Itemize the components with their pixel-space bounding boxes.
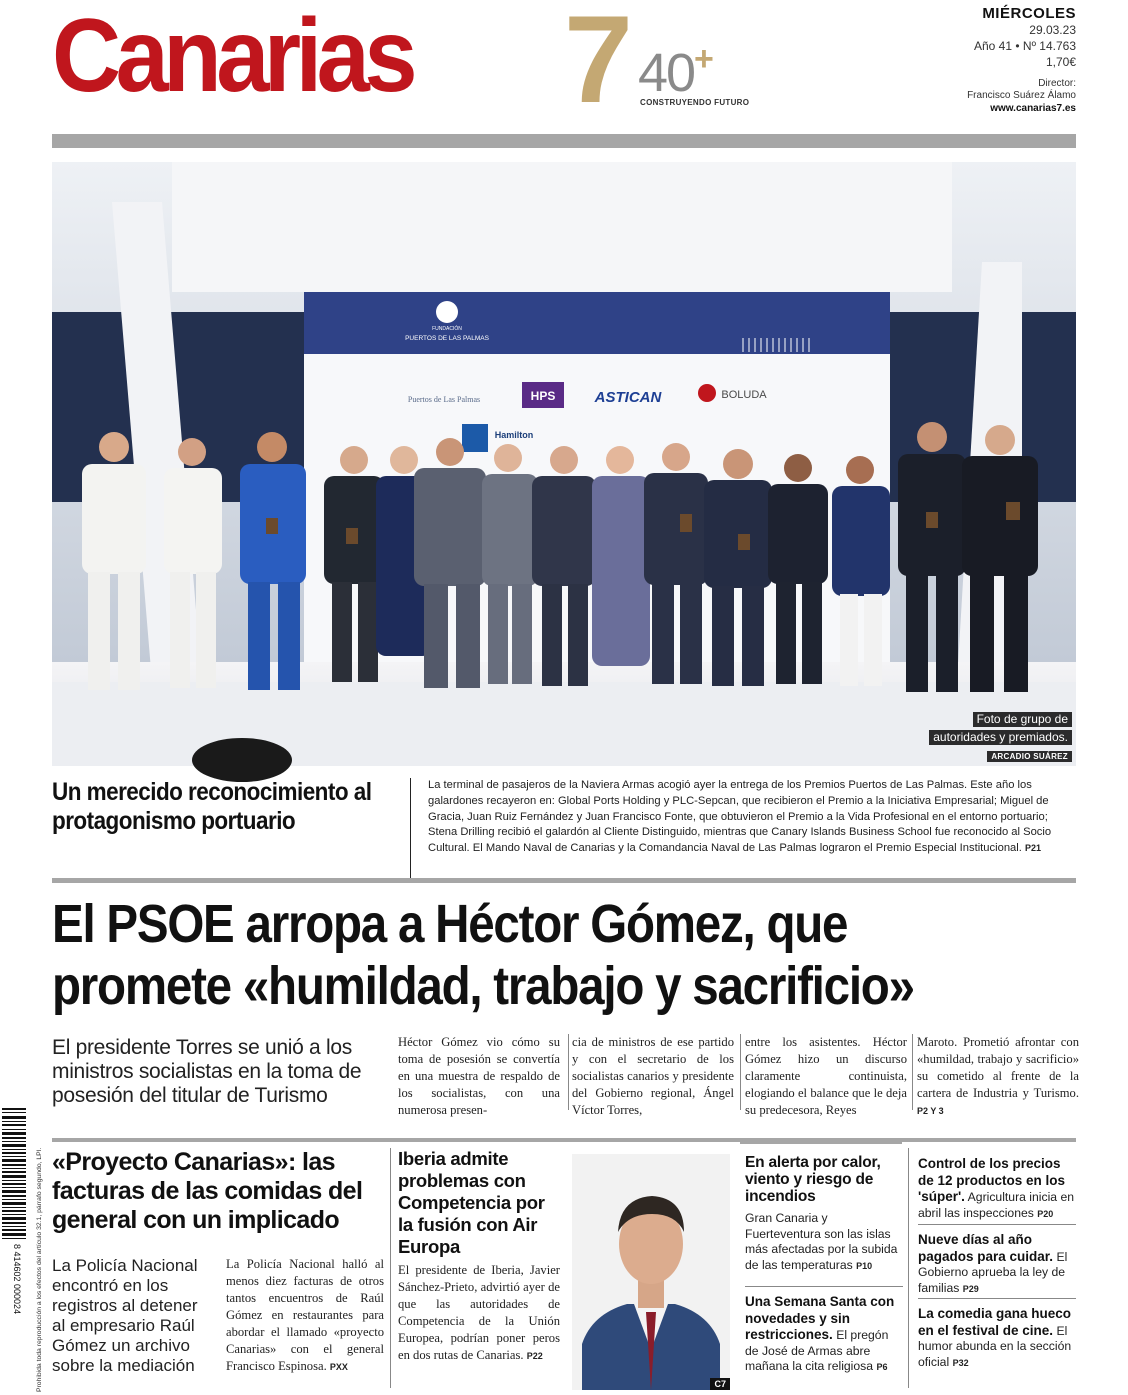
iberia-photo-ref: C7 <box>710 1378 730 1390</box>
brief-weather-page-ref: P10 <box>856 1260 873 1271</box>
brief-semana-santa-wrap <box>745 1294 905 1376</box>
section-rule <box>52 1138 1076 1142</box>
main-headline-line-2: promete «humildad, trabajo y sacrificio» <box>52 956 914 1016</box>
main-subhead: El presidente Torres se unió a los ministros socialistas en la toma de posesión del titular de Turismo <box>52 1036 362 1107</box>
sponsor-puertos: Puertos de Las Palmas <box>407 395 481 404</box>
website-link[interactable]: www.canarias7.es <box>990 103 1076 114</box>
feature-page-ref: P21 <box>1024 843 1041 854</box>
brief-prices[interactable] <box>918 1156 1078 1222</box>
main-column-4 <box>917 1034 1079 1120</box>
feature-headline[interactable]: Un merecido reconocimiento al protagonismo portuario <box>52 778 372 835</box>
backdrop-title: PUERTOS DE LAS PALMAS <box>405 335 489 342</box>
proyecto-headline[interactable]: «Proyecto Canarias»: las facturas de las comidas del general con un implicado <box>52 1148 363 1234</box>
column-divider <box>740 1034 741 1110</box>
photo-credit: ARCADIO SUÁREZ <box>987 751 1072 762</box>
masthead-rule <box>52 134 1076 148</box>
lead-photo <box>52 162 1076 766</box>
brief-semana-santa-text: El pregón de José de Armas abre mañana la cita religiosa <box>745 1328 889 1373</box>
legal-text: Prohibida toda reproducción a los efectos del artículo 32.1, párrafo segundo, LPI. <box>36 1147 43 1392</box>
column-divider <box>568 1034 569 1110</box>
edition-price: 1,70€ <box>1045 55 1076 69</box>
column-divider <box>908 1148 909 1388</box>
brief-family-headline: Nueve días al año pagados para cuidar. <box>918 1232 1054 1264</box>
main-headline[interactable] <box>52 893 1002 1017</box>
sponsor-hamilton: Hamilton <box>494 430 534 440</box>
proyecto-subhead: La Policía Nacional encontró en los registros al detener al empresario Raúl Gómez un archivo sobre la mediación <box>52 1256 198 1375</box>
edition-issue: Año 41 • Nº 14.763 <box>974 39 1076 53</box>
iberia-body <box>398 1262 560 1365</box>
brief-cinema-page-ref: P32 <box>952 1357 969 1368</box>
edition-info <box>967 6 1076 115</box>
sponsor-hps: HPS <box>530 389 556 403</box>
feature-body <box>410 778 1076 878</box>
brief-divider <box>745 1286 903 1287</box>
edition-day: MIÉRCOLES <box>982 5 1076 22</box>
brief-cinema-headline: La comedia gana hueco en el festival de cine. <box>918 1306 1072 1338</box>
brief-prices-headline: Control de los precios de 12 productos en los 'súper'. <box>918 1156 1066 1204</box>
brief-weather[interactable] <box>745 1154 905 1274</box>
brief-semana-santa-headline: Una Semana Santa con novedades y sin restricciones. <box>745 1294 895 1342</box>
brief-divider <box>918 1298 1076 1299</box>
brief-semana-santa[interactable] <box>745 1294 905 1376</box>
logo-wordmark: Canarias <box>52 0 413 114</box>
brief-prices-wrap <box>918 1156 1078 1222</box>
brief-weather-text: Gran Canaria y Fuerteventura son las islas más afectadas por la subida de las temperaturas <box>745 1211 898 1272</box>
brief-prices-text: Agricultura inicia en abril las inspecciones <box>918 1190 1075 1220</box>
brief-cinema-text: El humor abunda en la sección oficial <box>918 1323 1072 1369</box>
brief-family-page-ref: P29 <box>962 1283 979 1294</box>
caption-line-2: autoridades y premiados. <box>929 730 1072 745</box>
sponsor-boluda: BOLUDA <box>721 389 767 401</box>
brief-semana-santa-page-ref: P6 <box>876 1362 888 1372</box>
photo-caption <box>929 710 1072 764</box>
director-label: Director: <box>1038 78 1076 89</box>
main-column-3: entre los asistentes. Héctor Gómez hizo un discurso claramente continuista, elogiando el balance que le deja su predecesora, Reyes <box>745 1035 907 1117</box>
backdrop-foundation-label: FUNDACIÓN <box>432 326 462 332</box>
feature-body-text: La terminal de pasajeros de la Naviera Armas acogió ayer la entrega de los Premios Puertos de Las Palmas. Este año los galardones recayeron en: Global Ports Holding y PLC-Sepcan, que recibieron el Premio a la Iniciativa Empresarial; Miguel de Gracia, Juan Ruiz Fernández y Juan Francisco Fonte, que obtuvieron el Premio a la Vida Profesional en el entorno portuario; Stena Drilling recibió el galardón al Cliente Distinguido, mientras que Canary Islands Business School fue reconocido al Socio Cultural. El Mando Naval de Canarias y la Comandancia Naval de Las Palmas lograron el Premio Especial Institucional. <box>428 779 1052 855</box>
iberia-body-text: El presidente de Iberia, Javier Sánchez-Prieto, advirtió ayer de que las autoridades de Competencia de la Unión Europea, podrían poner peros en dos rutas de Canarias. <box>398 1263 560 1362</box>
proyecto-page-ref: PXX <box>329 1362 348 1372</box>
barcode-number: 8 414602 000024 <box>12 1244 22 1315</box>
brief-prices-page-ref: P20 <box>1037 1208 1054 1219</box>
brief-family-wrap <box>918 1232 1078 1297</box>
brief-cinema[interactable] <box>918 1306 1078 1371</box>
column-divider <box>912 1034 913 1110</box>
caption-line-1: Foto de grupo de <box>973 712 1072 727</box>
anniversary-badge <box>638 40 750 112</box>
iberia-page-ref: P22 <box>526 1351 543 1361</box>
anniversary-tagline: CONSTRUYENDO FUTURO <box>640 98 750 107</box>
section-rule <box>52 878 1076 883</box>
proyecto-body <box>226 1256 384 1376</box>
main-column-1: Héctor Gómez vio cómo su toma de posesión se convertía en una muestra de respaldo de los socialistas, con una numerosa presen- <box>398 1035 560 1117</box>
portrait-illustration <box>572 1154 730 1390</box>
anniversary-plus: + <box>694 40 714 78</box>
logo-seven: 7 <box>564 0 633 129</box>
sponsor-astican: ASTICAN <box>594 389 662 406</box>
director-name: Francisco Suárez Álamo <box>967 90 1076 101</box>
brief-weather-text-wrap <box>745 1211 905 1274</box>
main-headline-line-1: El PSOE arropa a Héctor Gómez, que <box>52 894 848 954</box>
anniversary-number: 40 <box>638 43 695 103</box>
legal-notice <box>28 1108 44 1392</box>
iberia-headline[interactable]: Iberia admite problemas con Competencia por la fusión con Air Europa <box>398 1148 545 1257</box>
brief-divider <box>918 1224 1076 1225</box>
proyecto-body-text: La Policía Nacional halló al menos diez facturas de otros tantos encuentros de Raúl Gómez en restaurantes para abordar el llamado «proyecto Canarias» con el general Francisco Espinosa. <box>226 1257 384 1373</box>
brief-weather-headline: En alerta por calor, viento y riesgo de incendios <box>745 1154 881 1205</box>
event-photo-illustration <box>52 162 1076 766</box>
column-divider <box>390 1148 391 1388</box>
section-rule <box>740 1140 902 1144</box>
main-column-2: cia de ministros de ese partido y con el secretario de los socialistas canarios y presidente del Gobierno regional, Ángel Víctor Torres, <box>572 1035 734 1117</box>
barcode-icon <box>2 1108 26 1315</box>
brief-cinema-wrap <box>918 1306 1078 1371</box>
iberia-portrait <box>572 1154 730 1390</box>
main-page-ref: P2 Y 3 <box>917 1106 944 1116</box>
brief-family-text: El Gobierno aprueba la ley de familias <box>918 1249 1068 1295</box>
main-column-4-text: Maroto. Prometió afrontar con «humildad, trabajo y sacrificio» su cometido al frente de la cartera de Industria y Turismo. <box>917 1035 1079 1100</box>
masthead <box>52 0 1076 130</box>
brief-family[interactable] <box>918 1232 1078 1297</box>
edition-date: 29.03.23 <box>1029 23 1076 37</box>
